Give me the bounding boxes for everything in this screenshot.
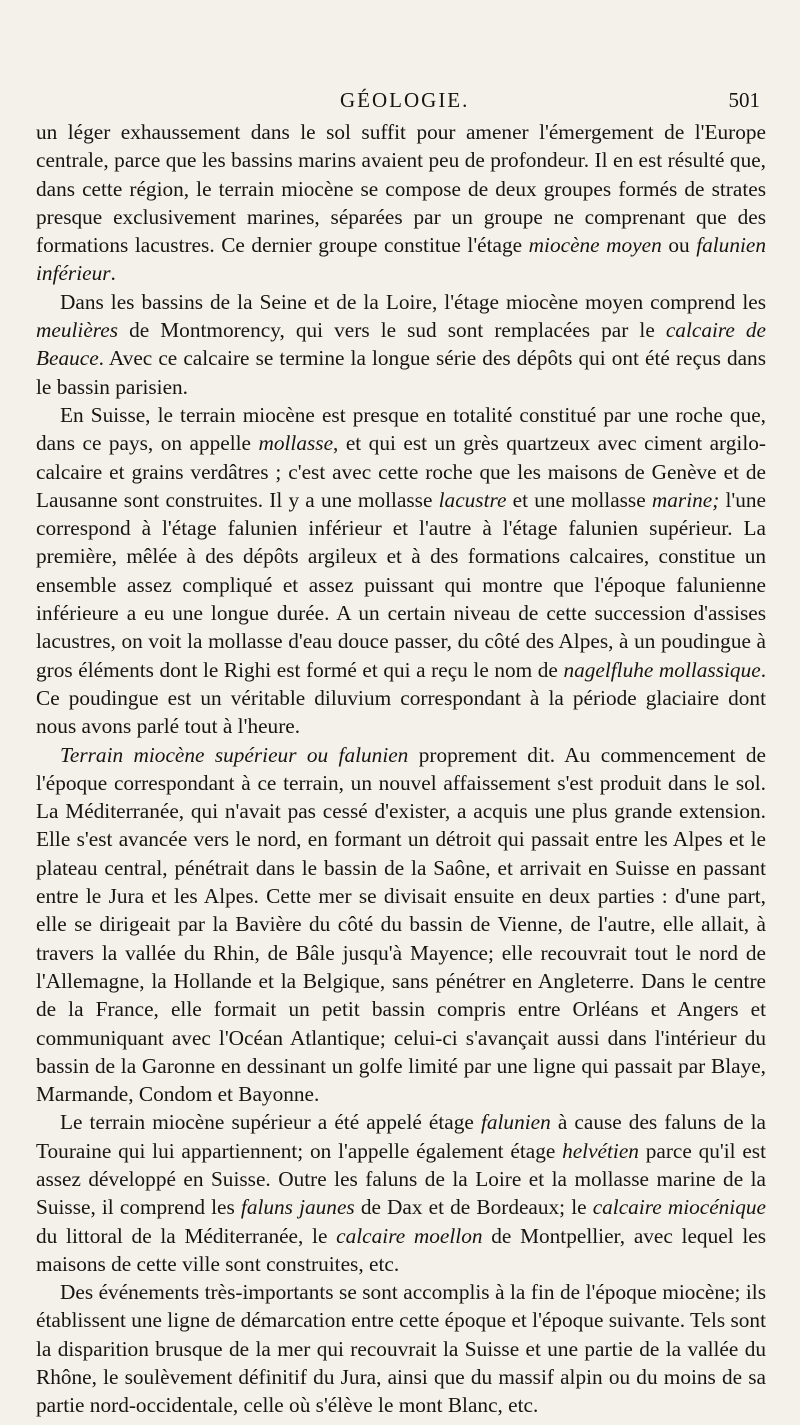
text-run: et une mollasse xyxy=(506,487,652,512)
italic-term: miocène moyen xyxy=(528,233,662,258)
italic-term: calcaire moellon xyxy=(336,1223,483,1248)
italic-term: marine; xyxy=(651,487,720,512)
italic-term: helvétien xyxy=(562,1138,639,1163)
text-run: Des événements très-importants se sont accomplis à la fin de l'époque miocène; ils établissent une ligne de démarcation entre cette époque et l'époque suivante. Tels sont la disparition brusque de la mer qui recouvrait la Suisse et une partie de la vallée du Rhône, le soulèvement définitif du Jura, ainsi que du massif alpin ou du moins de sa partie nord-occidentale, celle où s'élève le mont Blanc, etc. xyxy=(36,1280,766,1418)
text-run: , et qui est un grès quartzeux avec ciment argilo-calcaire et grains verdâtres ; c'est avec cette roche que les maisons de Genève et de Lausanne sont construites. Il y a une mollasse xyxy=(36,431,766,512)
text-run: de Dax et de Bordeaux; le xyxy=(354,1195,593,1220)
text-run: En Suisse, le terrain miocène est presque en totalité constitué par une roche que, dans ce pays, on appelle xyxy=(36,402,766,456)
text-run: un léger exhaussement dans le sol suffit pour amener l'émergement de l'Europe centrale, parce que les bassins marins avaient peu de profondeur. Il en est résulté que, dans cette région, le terrain miocène se compose de deux groupes formés de strates presque exclusivement marines, séparées par un groupe ne comprenant que des formations lacustres. Ce dernier groupe constitue l'étage xyxy=(36,120,766,258)
text-run: du littoral de la Méditerranée, le xyxy=(36,1223,337,1248)
running-title: GÉOLOGIE. xyxy=(340,88,470,112)
italic-term: nagelfluhe mollassique xyxy=(563,657,761,682)
text-run: Le terrain miocène supérieur a été appelé étage xyxy=(60,1110,481,1135)
text-run: l'une correspond à l'étage falunien inférieur et l'autre à l'étage falunien supérieur. La première, mêlée à des dépôts argileux et à des formations calcaires, constitue un ensemble assez compliqué et assez puissant qui montre que l'époque falunienne inférieure a eu une longue durée. A un certain niveau de cette succession d'assises lacustres, on voit la mollasse d'eau douce passer, du côté des Alpes, à un poudingue à gros éléments dont le Righi est formé et qui a reçu le nom de xyxy=(36,487,767,682)
text-run: parce qu'il est assez développé en Suisse. Outre les faluns de la Loire et la mollasse marine de la Suisse, il comprend les xyxy=(36,1138,766,1220)
paragraph xyxy=(36,1278,766,1419)
text-run: ou xyxy=(661,233,697,258)
italic-term: calcaire de Beauce xyxy=(36,318,766,371)
page-number: 501 xyxy=(728,88,760,112)
paragraph xyxy=(36,288,766,401)
paragraph xyxy=(36,1108,766,1278)
body-text xyxy=(36,118,766,1420)
text-run: proprement dit. Au commencement de l'époque correspondant à ce terrain, un nouvel affaissement s'est produit dans le sol. La Méditerranée, qui n'avait pas cessé d'exister, a acquis une plus grande extension. Elle s'est avancée vers le nord, en formant un détroit qui passait entre les Alpes et le plateau central, pénétrait dans le bassin de la Saône, et arrivait en Suisse en passant entre le Jura et les Alpes. Cette mer se divisait ensuite en deux parties : d'une part, elle se dirigeait par la Bavière du côté du bassin de Vienne, de l'autre, elle allait, à travers la vallée du Rhin, de Bâle jusqu'à Mayence; elle recouvrait tout le nord de l'Allemagne, la Hollande et la Belgique, sans pénétrer en Angleterre. Dans le centre de la France, elle formait un petit bassin compris entre Orléans et Angers et communiquant avec l'Océan Atlantique; celui-ci s'avançait aussi dans l'intérieur du bassin de la Garonne en dessinant un golfe limité par une ligne qui passait par Blaye, Marmande, Condom et Bayonne. xyxy=(36,742,766,1107)
page-header xyxy=(0,88,800,118)
paragraph xyxy=(36,401,766,741)
text-run: Dans les bassins de la Seine et de la Loire, l'étage miocène moyen comprend les xyxy=(60,289,766,314)
italic-term: Terrain miocène supérieur ou falunien xyxy=(60,742,409,767)
italic-term: lacustre xyxy=(438,487,507,512)
paragraph xyxy=(36,118,766,288)
italic-term: faluns jaunes xyxy=(240,1195,355,1220)
text-run: . Ce poudingue est un véritable diluvium correspondant à la période glaciaire dont nous avons parlé tout à l'heure. xyxy=(36,657,767,739)
italic-term: falunien inférieur xyxy=(36,233,766,286)
italic-term: calcaire miocénique xyxy=(592,1195,766,1220)
text-run: . Avec ce calcaire se termine la longue série des dépôts qui ont été reçus dans le bassin parisien. xyxy=(36,346,766,399)
paragraph xyxy=(36,741,766,1109)
italic-term: mollasse xyxy=(258,431,334,456)
text-run: . xyxy=(110,261,116,286)
text-run: à cause des faluns de la Touraine qui lui appartiennent; on l'appelle également étage xyxy=(36,1110,766,1163)
italic-term: falunien xyxy=(480,1110,551,1135)
italic-term: meulières xyxy=(36,318,119,343)
text-run: de Montpellier, avec lequel les maisons de cette ville sont construites, etc. xyxy=(36,1223,766,1276)
text-run: de Montmorency, qui vers le sud sont remplacées par le xyxy=(118,318,666,343)
